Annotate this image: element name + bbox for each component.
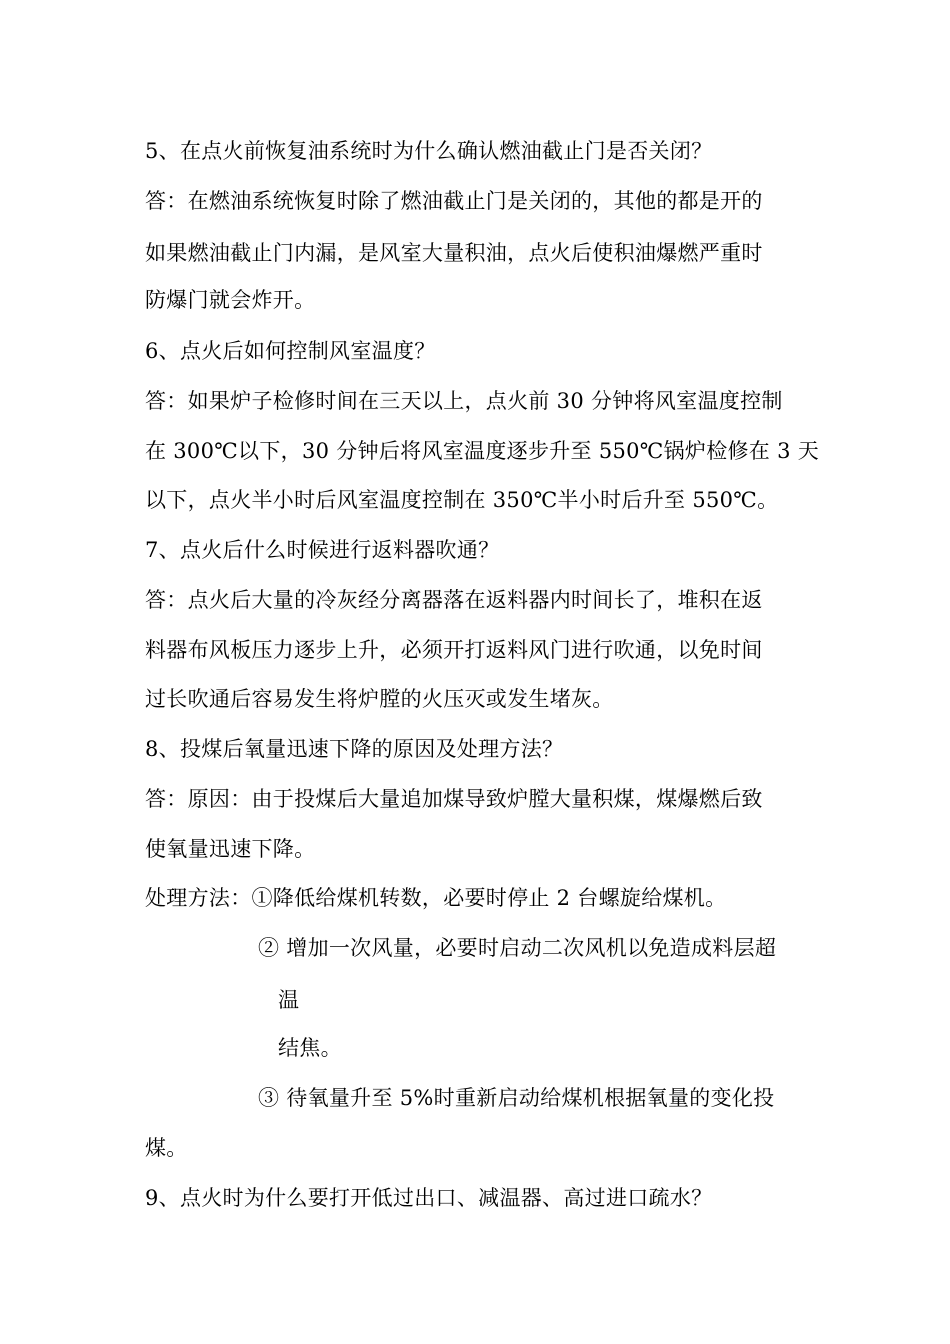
method-step-2-cont-2: 结焦。 — [278, 1036, 342, 1060]
question-8: 8、投煤后氧量迅速下降的原因及处理方法？ — [145, 737, 564, 761]
method-step-3-cont: 煤。 — [145, 1136, 188, 1160]
answer-5-line-1: 答：在燃油系统恢复时除了燃油截止门是关闭的，其他的都是开的 — [145, 189, 763, 213]
method-step-2: ② 增加一次风量，必要时启动二次风机以免造成料层超 — [258, 936, 777, 960]
answer-6-line-2: 在 300℃以下，30 分钟后将风室温度逐步升至 550℃锅炉检修在 3 天 — [145, 439, 820, 463]
question-9: 9、点火时为什么要打开低过出口、减温器、高过进口疏水？ — [145, 1186, 713, 1210]
answer-6-line-3: 以下，点火半小时后风室温度控制在 350℃半小时后升至 550℃。 — [145, 488, 779, 512]
answer-8-line-2: 使氧量迅速下降。 — [145, 837, 316, 861]
answer-5-line-2: 如果燃油截止门内漏，是风室大量积油，点火后使积油爆燃严重时 — [145, 241, 763, 265]
answer-6-line-1: 答：如果炉子检修时间在三天以上，点火前 30 分钟将风室温度控制 — [145, 389, 783, 413]
question-5: 5、在点火前恢复油系统时为什么确认燃油截止门是否关闭？ — [145, 139, 713, 163]
answer-7-line-1: 答：点火后大量的冷灰经分离器落在返料器内时间长了，堆积在返 — [145, 588, 763, 612]
answer-7-line-2: 料器布风板压力逐步上升，必须开打返料风门进行吹通，以免时间 — [145, 638, 763, 662]
method-step-1: 处理方法：①降低给煤机转数，必要时停止 2 台螺旋给煤机。 — [145, 886, 727, 910]
answer-5-line-3: 防爆门就会炸开。 — [145, 288, 316, 312]
question-7: 7、点火后什么时候进行返料器吹通？ — [145, 538, 500, 562]
answer-7-line-3: 过长吹通后容易发生将炉膛的火压灭或发生堵灰。 — [145, 687, 614, 711]
method-step-2-cont-1: 温 — [278, 988, 300, 1012]
method-step-3: ③ 待氧量升至 5%时重新启动给煤机根据氧量的变化投 — [258, 1086, 775, 1110]
question-6: 6、点火后如何控制风室温度？ — [145, 339, 436, 363]
answer-8-line-1: 答：原因：由于投煤后大量追加煤导致炉膛大量积煤，煤爆燃后致 — [145, 787, 763, 811]
